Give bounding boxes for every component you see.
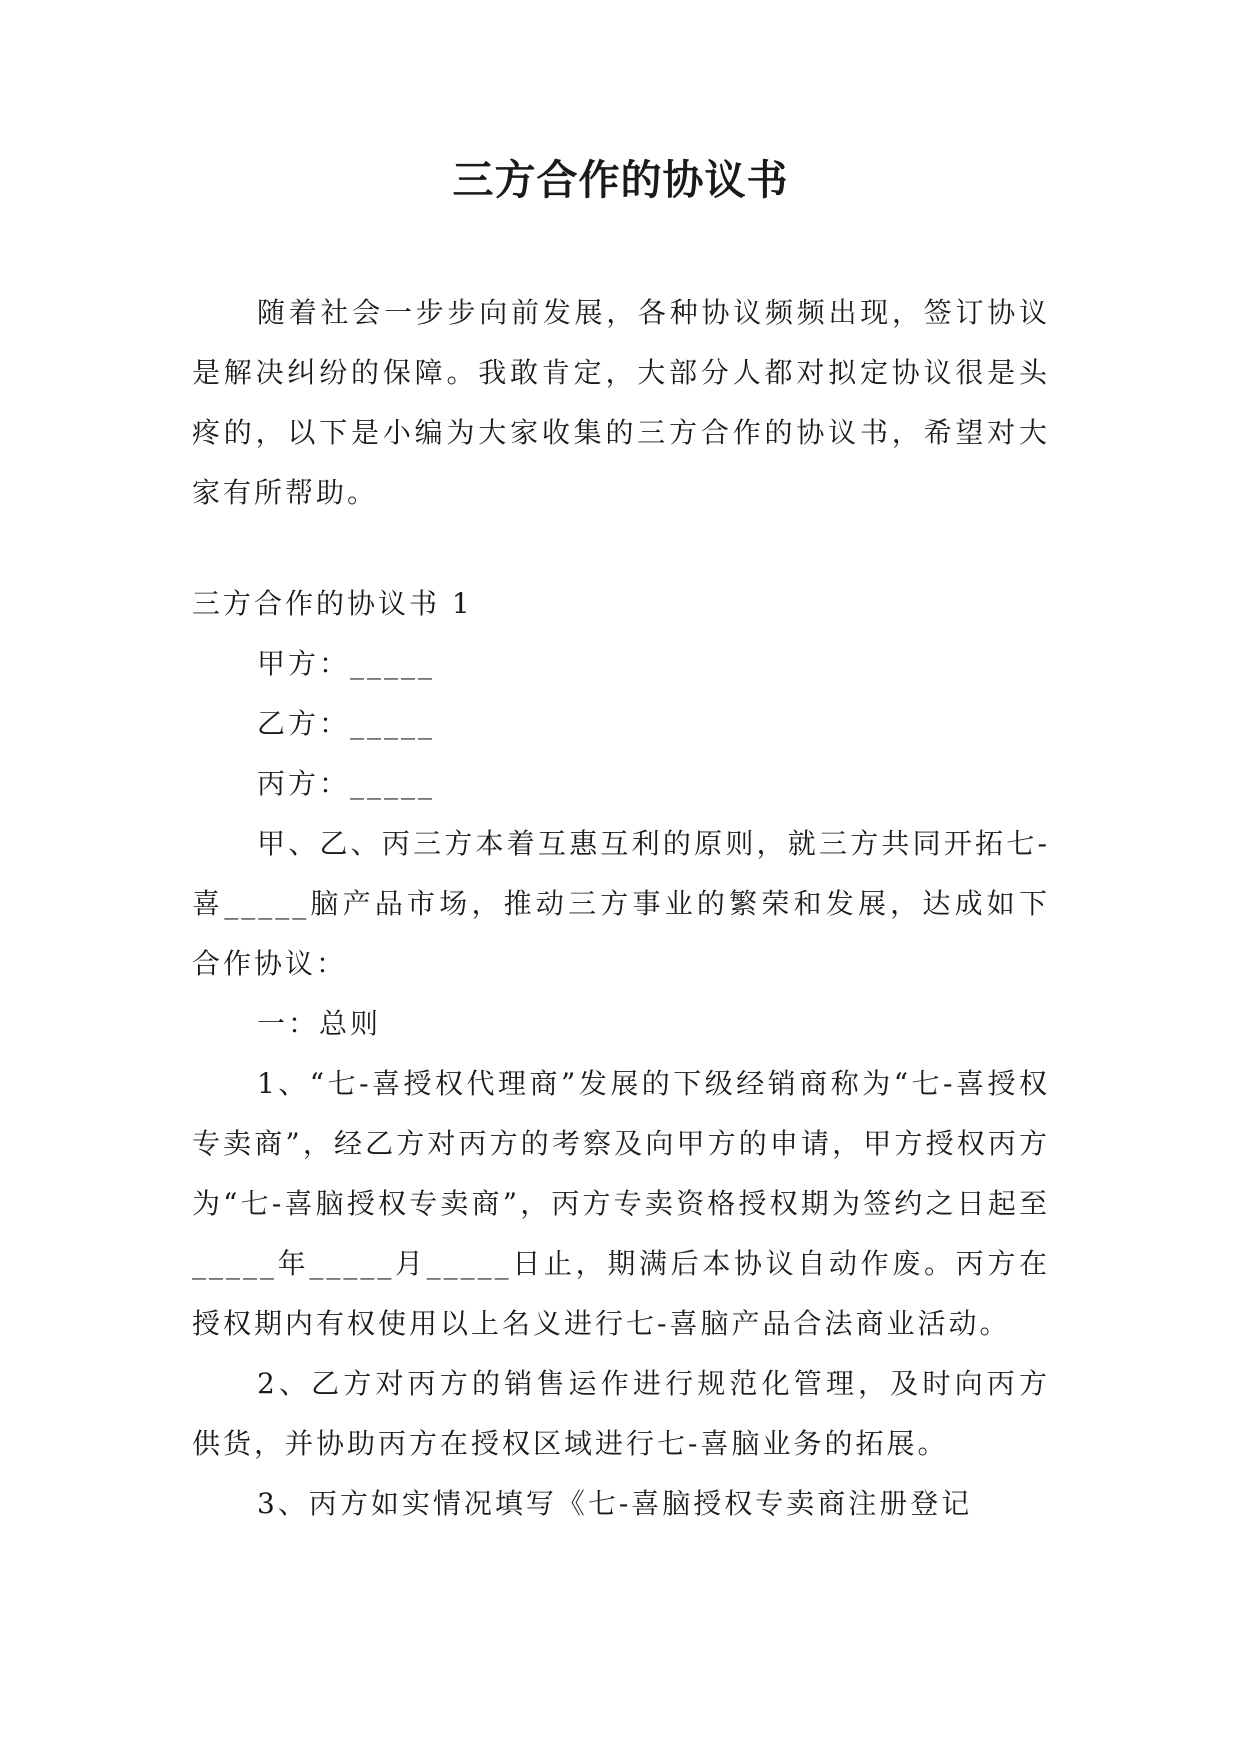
intro-paragraph: 随着社会一步步向前发展，各种协议频频出现，签订协议是解决纠纷的保障。我敢肯定，大部分人都对拟定协议很是头疼的，以下是小编为大家收集的三方合作的协议书，希望对大家有所帮助。: [192, 296, 1050, 509]
chapter-heading: 一：总则: [257, 1007, 382, 1040]
party-b-line: 乙方：_____: [257, 707, 436, 740]
clause-3: 3、丙方如实情况填写《七-喜脑授权专卖商注册登记: [257, 1487, 973, 1520]
party-a-line: 甲方：_____: [257, 647, 436, 680]
preamble-paragraph: 甲、乙、丙三方本着互惠互利的原则，就三方共同开拓七-喜_____脑产品市场，推动三方事业的繁荣和发展，达成如下合作协议：: [192, 827, 1050, 980]
clause-1: 1、“七-喜授权代理商”发展的下级经销商称为“七-喜授权专卖商”，经乙方对丙方的考察及向甲方的申请，甲方授权丙方为“七-喜脑授权专卖商”，丙方专卖资格授权期为签约之日起至_____年_____月_____日止，期满后本协议自动作废。丙方在授权期内有权使用以上名义进行七-喜脑产品合法商业活动。: [192, 1067, 1050, 1340]
clause-2: 2、乙方对丙方的销售运作进行规范化管理，及时向丙方供货，并协助丙方在授权区域进行七-喜脑业务的拓展。: [192, 1367, 1050, 1460]
agreement-body: [192, 574, 1050, 1534]
party-c-line: 丙方：_____: [257, 767, 436, 800]
intro-block: [192, 283, 1050, 523]
document-title: 三方合作的协议书: [452, 156, 789, 204]
section-heading: 三方合作的协议书 1: [192, 587, 473, 620]
